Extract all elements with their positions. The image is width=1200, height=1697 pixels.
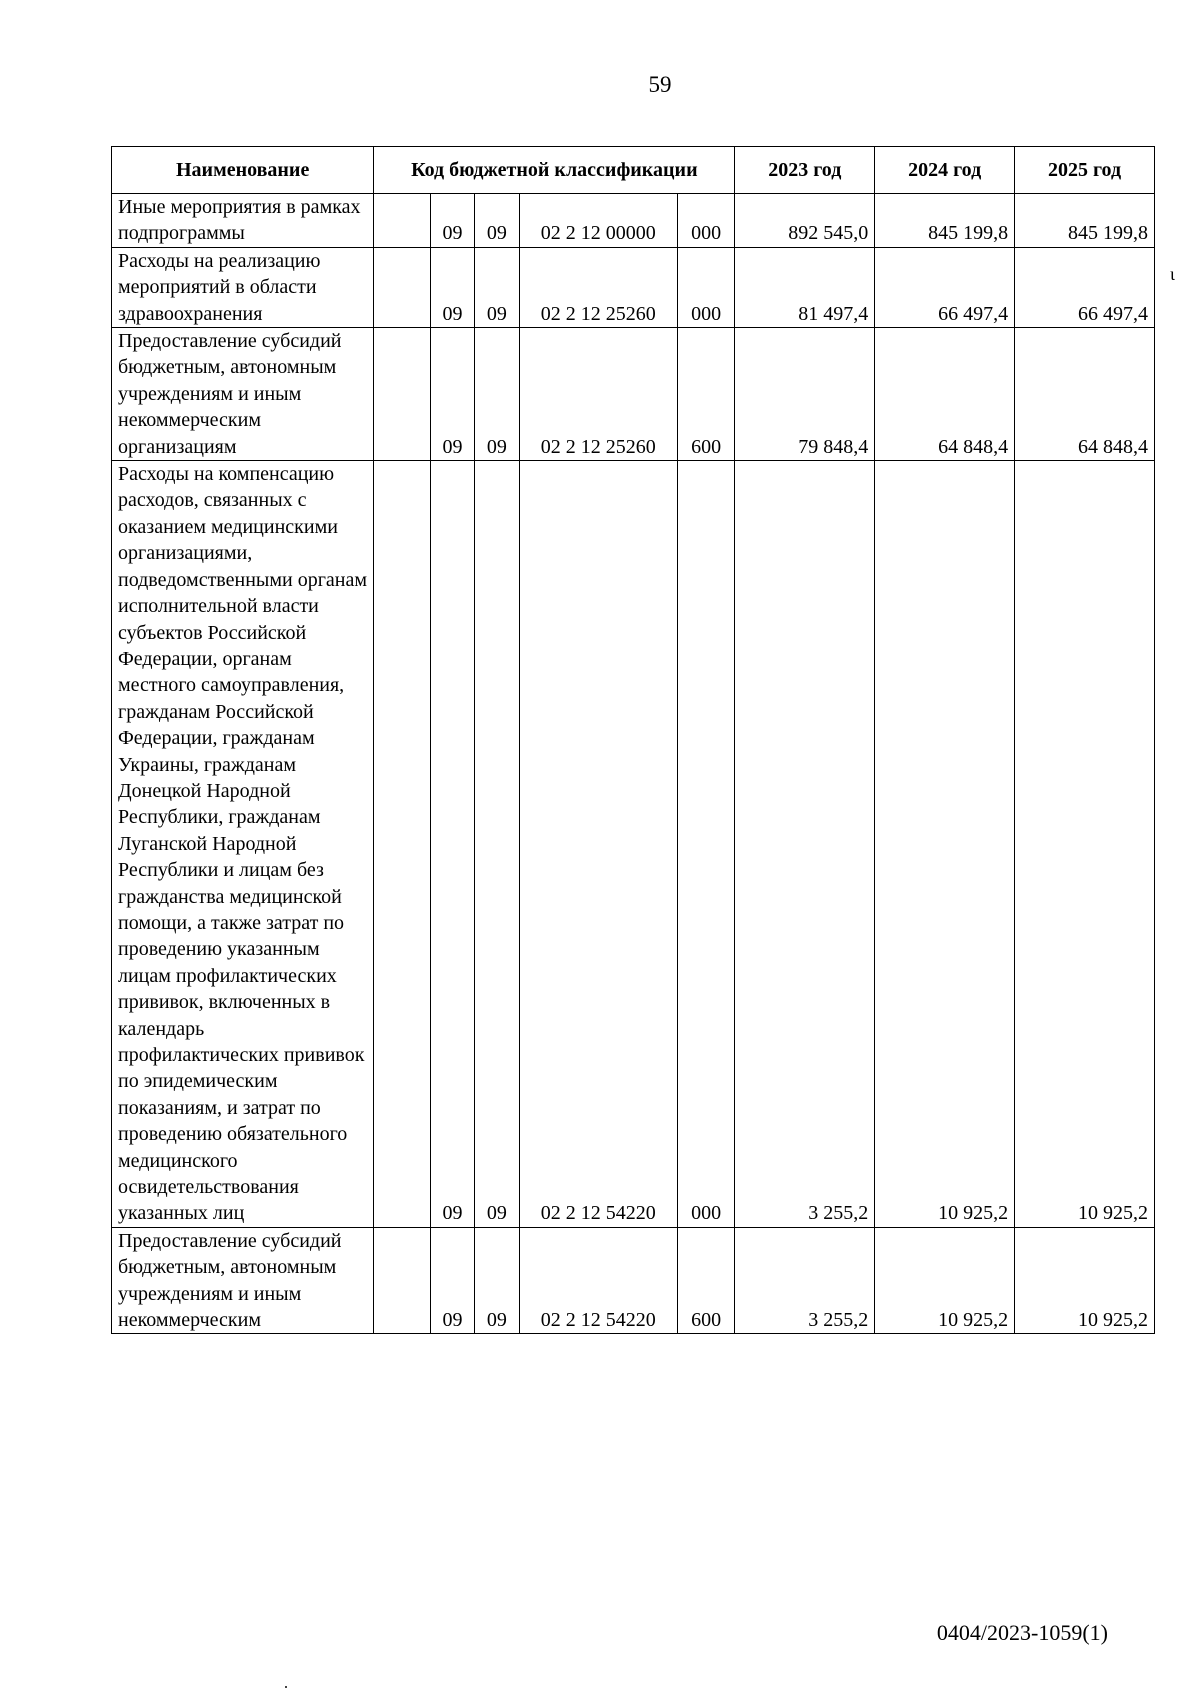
table-row: [112, 328, 1155, 461]
expense-kind-code: 000: [677, 194, 734, 248]
header-name: Наименование: [112, 147, 374, 194]
table-row: [112, 194, 1155, 248]
spacer-cell: [374, 461, 430, 1228]
target-article-code: 02 2 12 00000: [519, 194, 677, 248]
section-code: 09: [430, 1227, 474, 1334]
header-2025: 2025 год: [1015, 147, 1155, 194]
amount-2024: 10 925,2: [875, 461, 1015, 1228]
header-2023: 2023 год: [735, 147, 875, 194]
amount-2024: 64 848,4: [875, 328, 1015, 461]
subsection-code: 09: [475, 194, 519, 248]
scan-mark: ι: [1170, 264, 1175, 284]
header-2024: 2024 год: [875, 147, 1015, 194]
subsection-code: 09: [475, 461, 519, 1228]
amount-2023: 81 497,4: [735, 247, 875, 327]
page-number: 59: [648, 72, 672, 97]
document-number: 0404/2023-1059(1): [936, 1620, 1108, 1645]
row-name: Предоставление субсидий бюджетным, автономным учреждениям и иным некоммерческим: [112, 1227, 374, 1334]
section-code: 09: [430, 247, 474, 327]
expense-kind-code: 600: [677, 1227, 734, 1334]
amount-2024: 10 925,2: [875, 1227, 1015, 1334]
spacer-cell: [374, 328, 430, 461]
amount-2023: 892 545,0: [735, 194, 875, 248]
spacer-cell: [374, 194, 430, 248]
table-row: [112, 1227, 1155, 1334]
subsection-code: 09: [475, 1227, 519, 1334]
row-name: Предоставление субсидий бюджетным, автономным учреждениям и иным некоммерческим организациям: [112, 328, 374, 461]
section-code: 09: [430, 461, 474, 1228]
amount-2023: 3 255,2: [735, 1227, 875, 1334]
table-row: [112, 461, 1155, 1228]
amount-2025: 10 925,2: [1015, 461, 1155, 1228]
spacer-cell: [374, 247, 430, 327]
subsection-code: 09: [475, 328, 519, 461]
expense-kind-code: 000: [677, 247, 734, 327]
row-name: Иные мероприятия в рамках подпрограммы: [112, 194, 374, 248]
table-row: [112, 247, 1155, 327]
section-code: 09: [430, 328, 474, 461]
row-name: Расходы на реализацию мероприятий в области здравоохранения: [112, 247, 374, 327]
scan-artifact: [285, 1686, 287, 1688]
budget-table: [111, 146, 1155, 1334]
header-code: Код бюджетной классификации: [374, 147, 735, 194]
amount-2025: 64 848,4: [1015, 328, 1155, 461]
amount-2025: 10 925,2: [1015, 1227, 1155, 1334]
amount-2024: 845 199,8: [875, 194, 1015, 248]
table-header-row: [112, 147, 1155, 194]
subsection-code: 09: [475, 247, 519, 327]
amount-2025: 66 497,4: [1015, 247, 1155, 327]
target-article-code: 02 2 12 25260: [519, 328, 677, 461]
section-code: 09: [430, 194, 474, 248]
amount-2023: 79 848,4: [735, 328, 875, 461]
row-name: Расходы на компенсацию расходов, связанных с оказанием медицинскими организациями, подведомственными органам исполнительной власти субъектов Российской Федерации, органам местного самоуправления, гражданам Российской Федерации, гражданам Украины, гражданам Донецкой Народной Республики, гражданам Луганской Народной Республики и лицам без гражданства медицинской помощи, а также затрат по проведению указанным лицам профилактических прививок, включенных в календарь профилактических прививок по эпидемическим показаниям, и затрат по проведению обязательного медицинского освидетельствования указанных лиц: [112, 461, 374, 1228]
target-article-code: 02 2 12 54220: [519, 1227, 677, 1334]
expense-kind-code: 000: [677, 461, 734, 1228]
spacer-cell: [374, 1227, 430, 1334]
amount-2025: 845 199,8: [1015, 194, 1155, 248]
amount-2023: 3 255,2: [735, 461, 875, 1228]
target-article-code: 02 2 12 54220: [519, 461, 677, 1228]
expense-kind-code: 600: [677, 328, 734, 461]
target-article-code: 02 2 12 25260: [519, 247, 677, 327]
amount-2024: 66 497,4: [875, 247, 1015, 327]
